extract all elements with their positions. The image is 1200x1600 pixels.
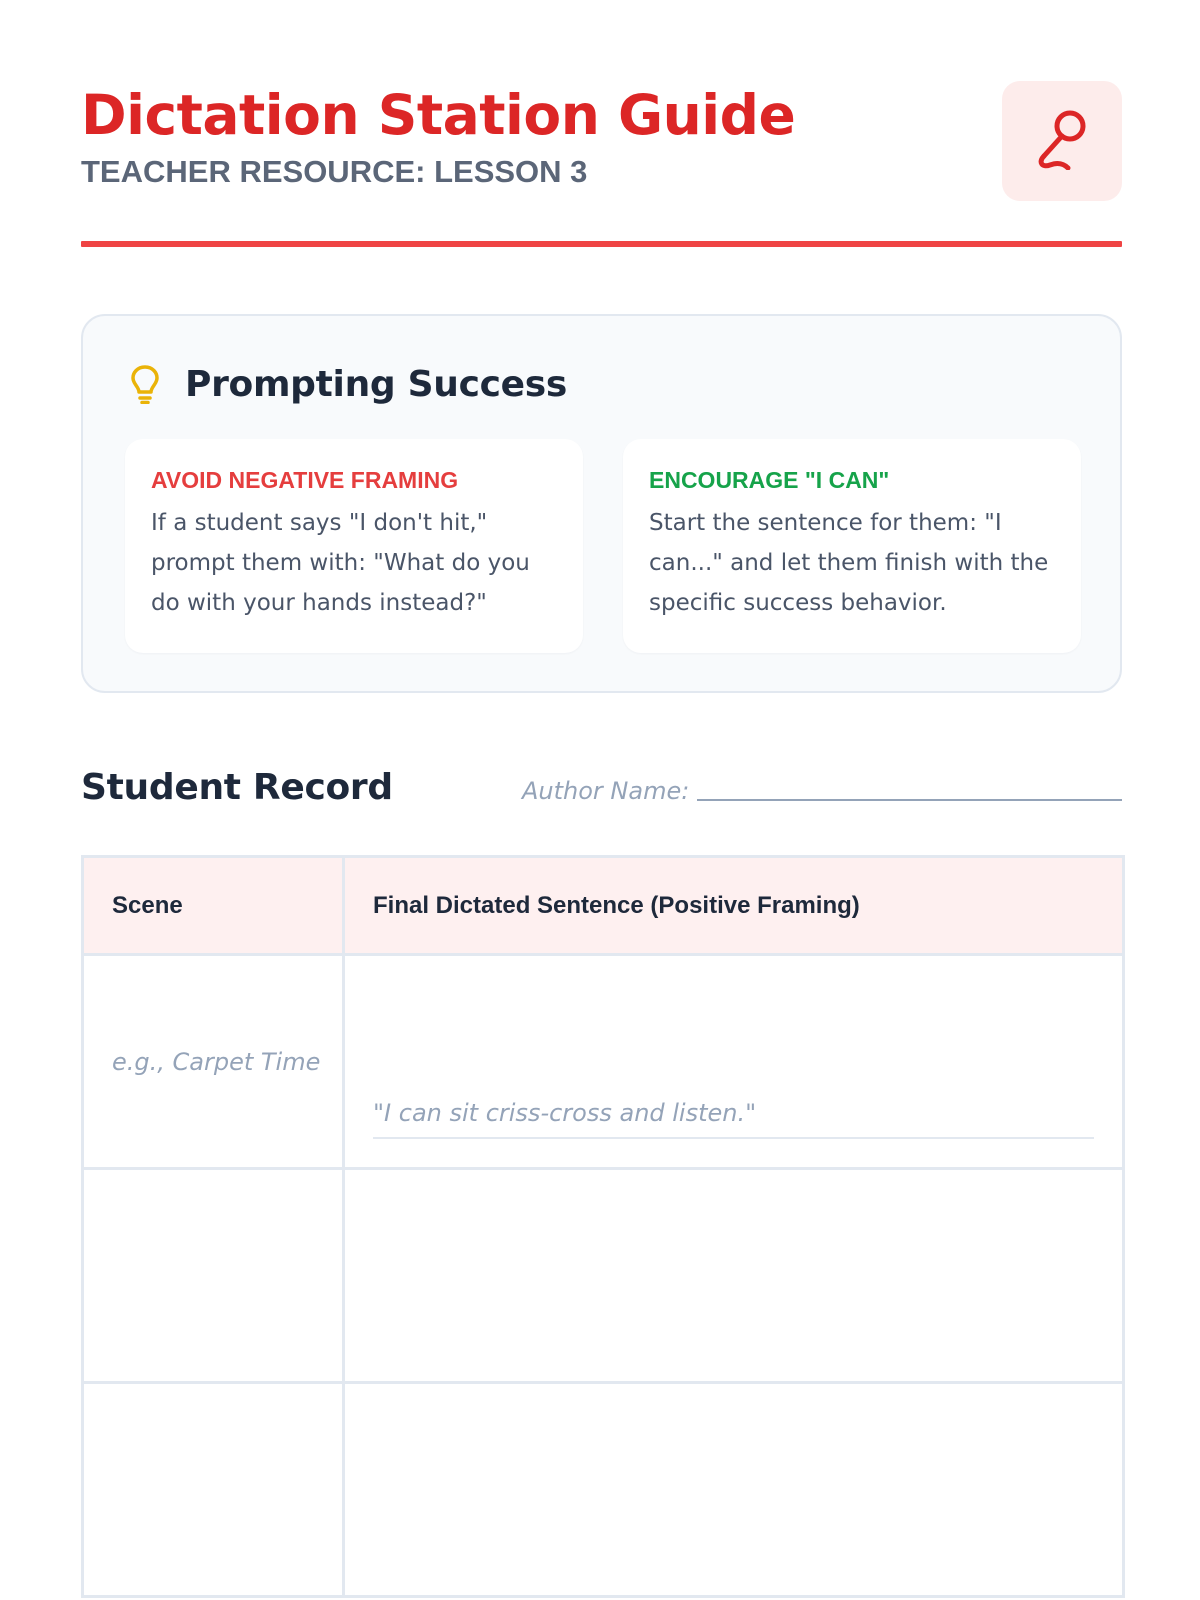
student-record-title: Student Record [81,767,393,808]
table-header-row [83,857,1124,955]
scene-cell[interactable] [83,1169,344,1383]
page-title: Dictation Station Guide [81,83,796,147]
sentence-cell[interactable] [344,1169,1124,1383]
lightbulb-icon [127,362,163,406]
author-name-line[interactable] [697,799,1122,801]
tip-text: If a student says "I don't hit," prompt them with: "What do you do with your hands instead?" [151,510,530,616]
table-row [83,1383,1124,1597]
example-sentence-text: "I can sit criss-cross and listen." [373,1099,1094,1139]
page-header [81,78,1122,198]
scene-cell[interactable] [83,955,344,1169]
header-divider [81,241,1122,247]
column-header-sentence: Final Dictated Sentence (Positive Framing) [344,857,1124,955]
tip-text: Start the sentence for them: "I can..." and let them finish with the specific success behavior. [649,510,1049,616]
tip-label: AVOID NEGATIVE FRAMING [151,467,459,493]
page-subtitle: TEACHER RESOURCE: LESSON 3 [81,154,588,189]
author-name-field[interactable] [522,772,1122,806]
example-scene-text: e.g., Carpet Time [112,1047,321,1076]
author-name-label: Author Name: [522,777,690,805]
student-record-table [81,855,1125,1598]
tips-heading [127,360,567,408]
column-header-scene: Scene [83,857,344,955]
scene-cell[interactable] [83,1383,344,1597]
tips-title: Prompting Success [185,363,568,405]
table-row [83,1169,1124,1383]
tip-encourage-i-can [623,439,1081,653]
tip-avoid-negative-framing [125,439,583,653]
sentence-cell[interactable] [344,1383,1124,1597]
prompting-tips-card [81,314,1122,693]
sentence-cell[interactable] [344,955,1124,1169]
tip-label: ENCOURAGE "I CAN" [649,467,890,493]
microphone-badge [1002,81,1122,201]
table-row [83,955,1124,1169]
microphone-icon [1034,108,1090,175]
